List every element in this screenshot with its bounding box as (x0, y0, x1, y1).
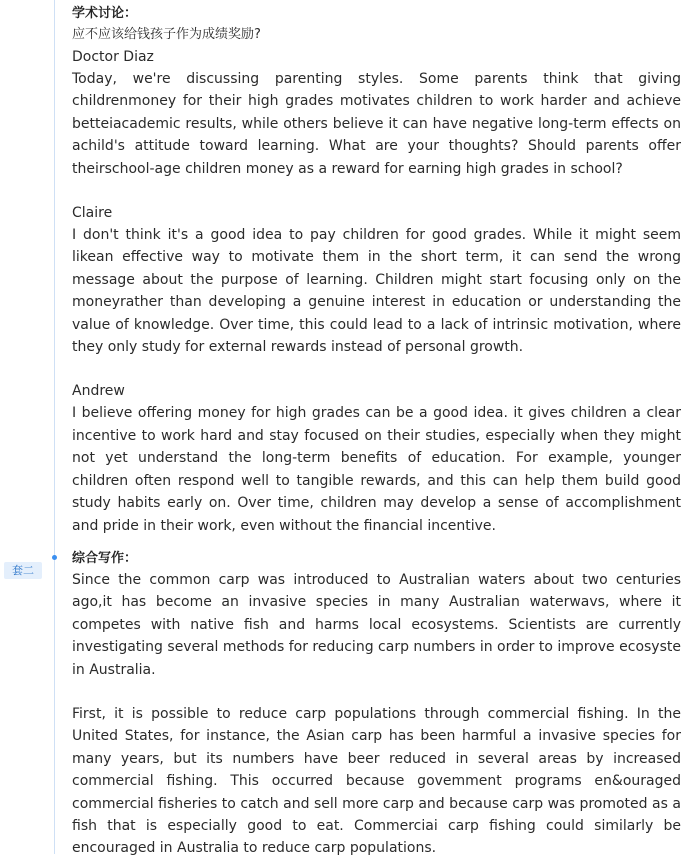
post-text: Today, we're discussing parenting styles. Some parents think that giving childrenmoney for their high grades motivates children to work harder and achieve betteiacademic results, while others believe it can have negative long-term effects on achild's attitude toward learning. What are your thoughts? Should parents offer theirschool-age children money as a reward for earning high grades in school? (72, 71, 681, 177)
speaker-name: Andrew (72, 383, 125, 400)
academic-discussion-heading: 学术讨论： (72, 6, 138, 21)
section-tag[interactable]: 套二 (4, 562, 42, 579)
integrated-writing-heading: 综合写作： (72, 550, 138, 566)
spacer (72, 180, 681, 202)
discussion-question: 应不应该给钱孩子作为成绩奖励? (72, 27, 261, 42)
reading-paragraph: Since the common carp was introduced to Australian waters about two centuries ago,it has become an invasive species in many Australian waterwavs, where it competes with native fish and harms local ecosystems. Scientists are currently investigating several methods for reducing carp numbers in order to improve ecosyste in Australia. (72, 571, 681, 678)
speaker-name: Claire (72, 205, 113, 222)
spacer (72, 537, 681, 549)
document-content (72, 4, 681, 860)
reading-paragraph: First, it is possible to reduce carp populations through commercial fishing. In the United States, for instance, the Asian carp has been harmful a invasive species for many years, but its numbers have beer reduced in several areas by increased commercial fishing. This occurred because govemment programs en&ouraged commercial fisheries to catch and sell more carp and because carp was promoted as a fish that is especially good to eat. Commerciai carp fishing could similarly be encouraged in Australia to reduce carp populations. (72, 705, 681, 857)
post-text: I believe offering money for high grades can be a good idea. it gives children a clear incentive to work hard and stay focused on their studies, especially when they might not yet understand the long-term benefits of education. For example, younger children often respond well to tangible rewards, and this can help them build good study habits early on. Over time, children may develop a sense of accomplishment and pride in their work, even without the financial incentive. (72, 405, 681, 534)
post-text: I don't think it's a good idea to pay children for good grades. While it might seem likean effective way to motivate them in the short term, it can send the wrong message about the purpose of learning. Children might start focusing only on the moneyrather than developing a genuine interest in education or understanding the value of knowledge. Over time, this could lead to a lack of intrinsic motivation, where they only study for external rewards instead of personal growth. (72, 227, 681, 356)
spacer (72, 358, 681, 380)
spacer (72, 681, 681, 703)
timeline-line (54, 0, 55, 854)
timeline-dot (52, 555, 57, 560)
speaker-name: Doctor Diaz (72, 49, 154, 65)
